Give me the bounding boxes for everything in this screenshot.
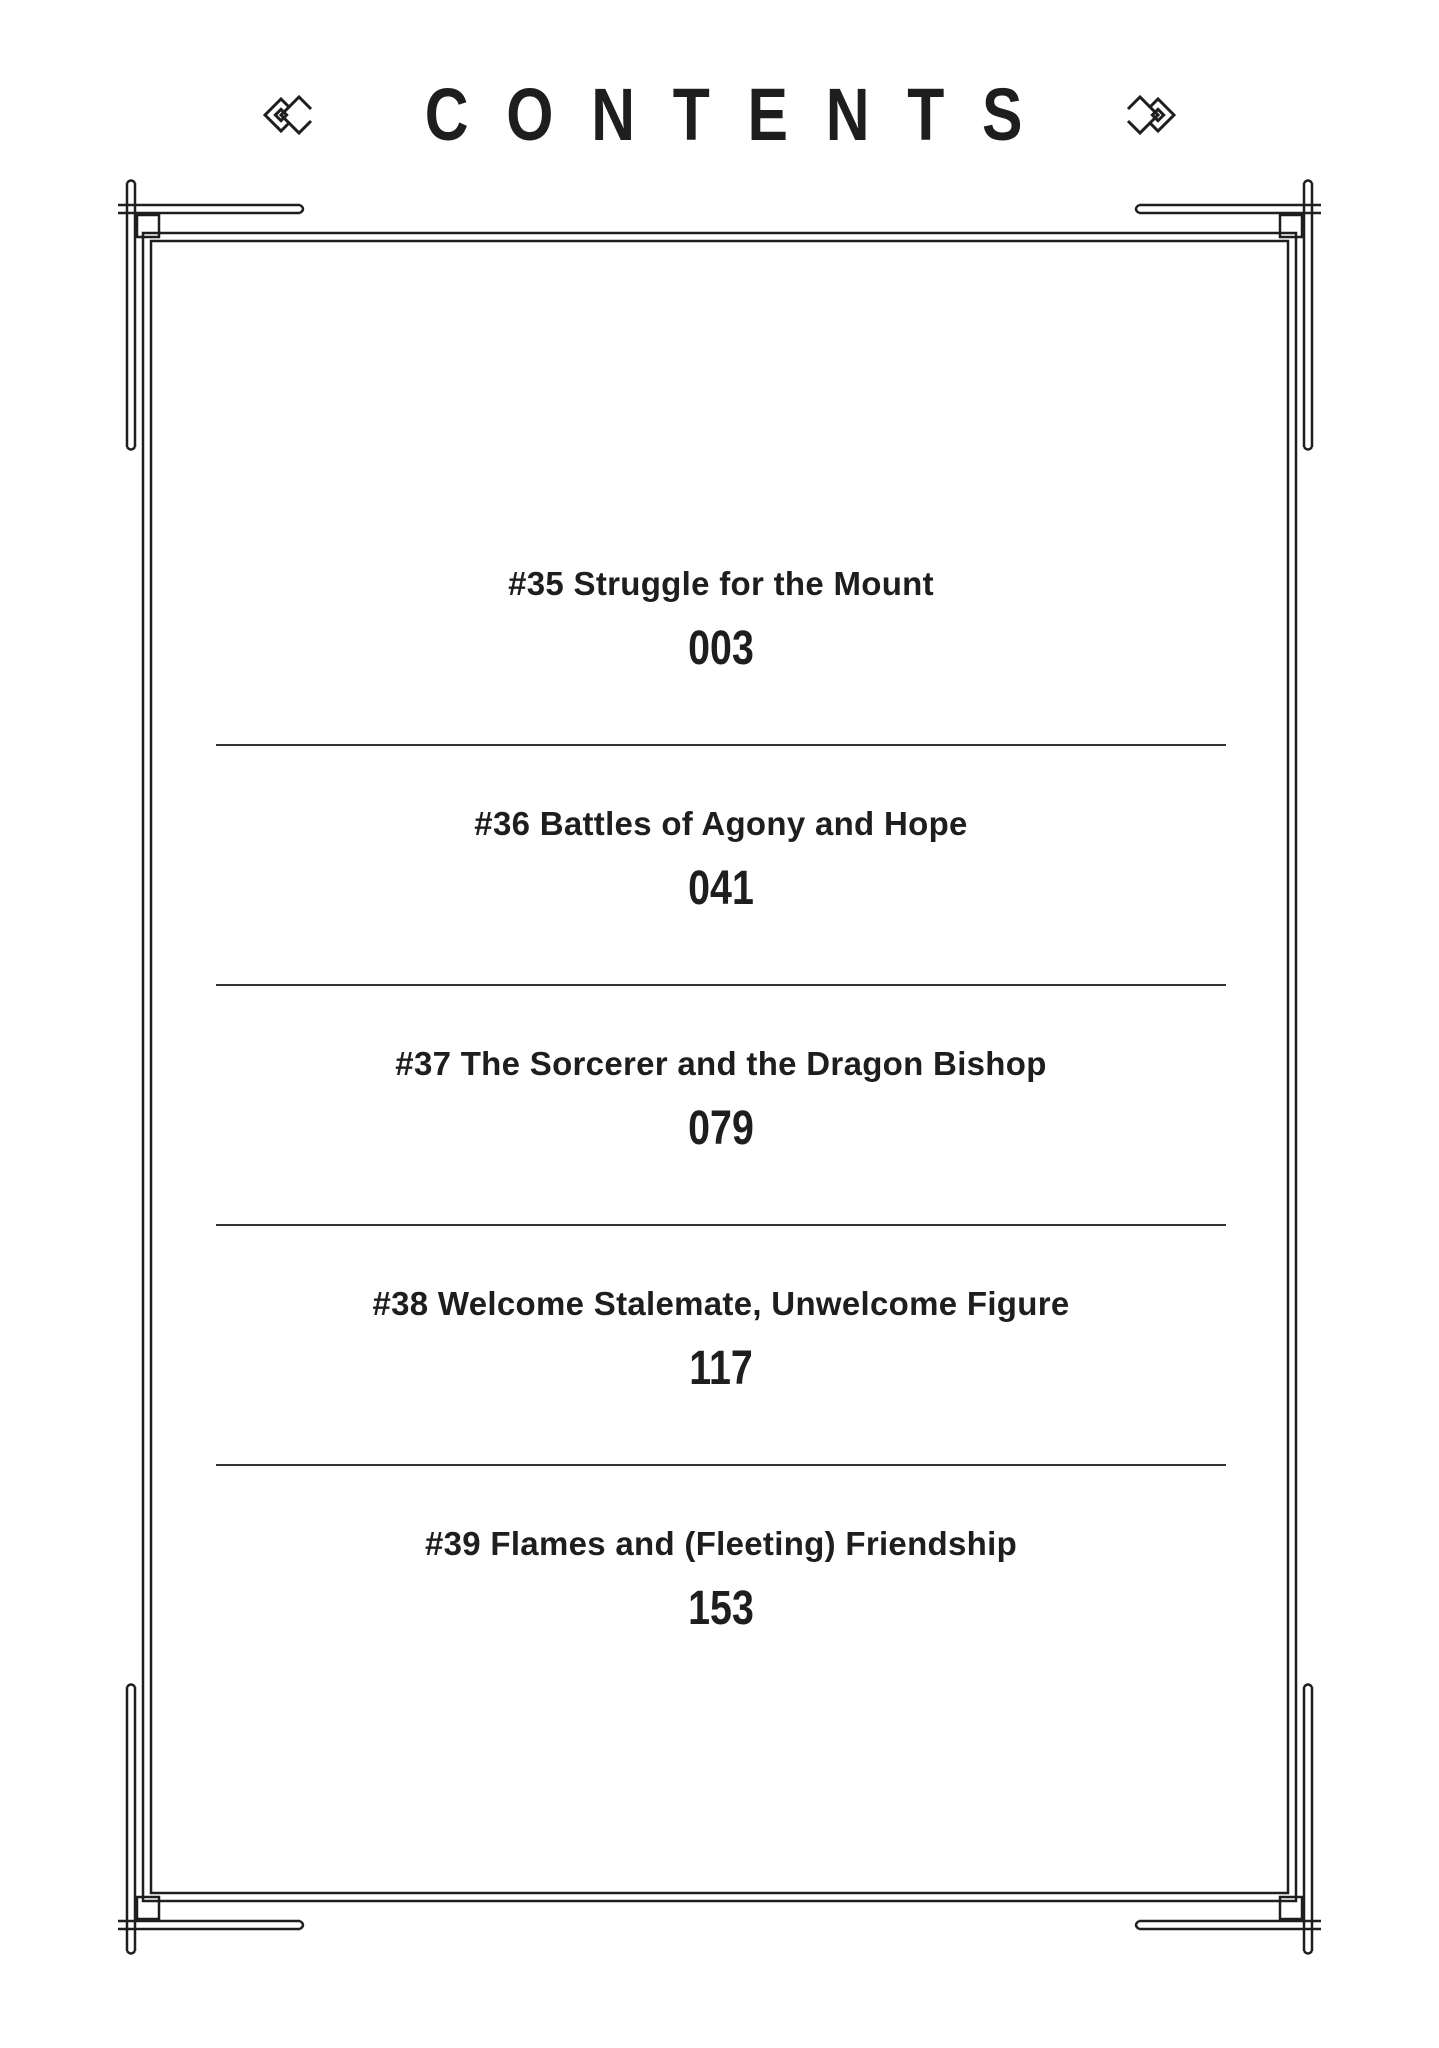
table-of-contents bbox=[216, 565, 1226, 1765]
left-ornament-icon bbox=[259, 85, 319, 145]
page-number: 153 bbox=[688, 1582, 754, 1635]
chapter-title: #39 Flames and (Fleeting) Friendship bbox=[424, 1525, 1018, 1562]
chapter-title: #37 The Sorcerer and the Dragon Bishop bbox=[395, 1045, 1047, 1082]
toc-entry[interactable] bbox=[216, 805, 1226, 1045]
divider bbox=[216, 1464, 1226, 1466]
page-number: 117 bbox=[689, 1342, 753, 1395]
contents-heading bbox=[0, 70, 1439, 160]
divider bbox=[216, 984, 1226, 986]
contents-title: CONTENTS bbox=[424, 73, 1061, 156]
chapter-title: #38 Welcome Stalemate, Unwelcome Figure bbox=[372, 1285, 1070, 1322]
toc-entry[interactable] bbox=[216, 565, 1226, 805]
toc-entry[interactable] bbox=[216, 1045, 1226, 1285]
chapter-title: #35 Struggle for the Mount bbox=[508, 565, 934, 602]
right-ornament-icon bbox=[1120, 85, 1180, 145]
divider bbox=[216, 1224, 1226, 1226]
page-number: 079 bbox=[688, 1102, 754, 1155]
page-number: 041 bbox=[688, 862, 754, 915]
toc-entry[interactable] bbox=[216, 1525, 1226, 1765]
page-number: 003 bbox=[688, 622, 754, 675]
chapter-title: #36 Battles of Agony and Hope bbox=[474, 805, 968, 842]
toc-entry[interactable] bbox=[216, 1285, 1226, 1525]
divider bbox=[216, 744, 1226, 746]
